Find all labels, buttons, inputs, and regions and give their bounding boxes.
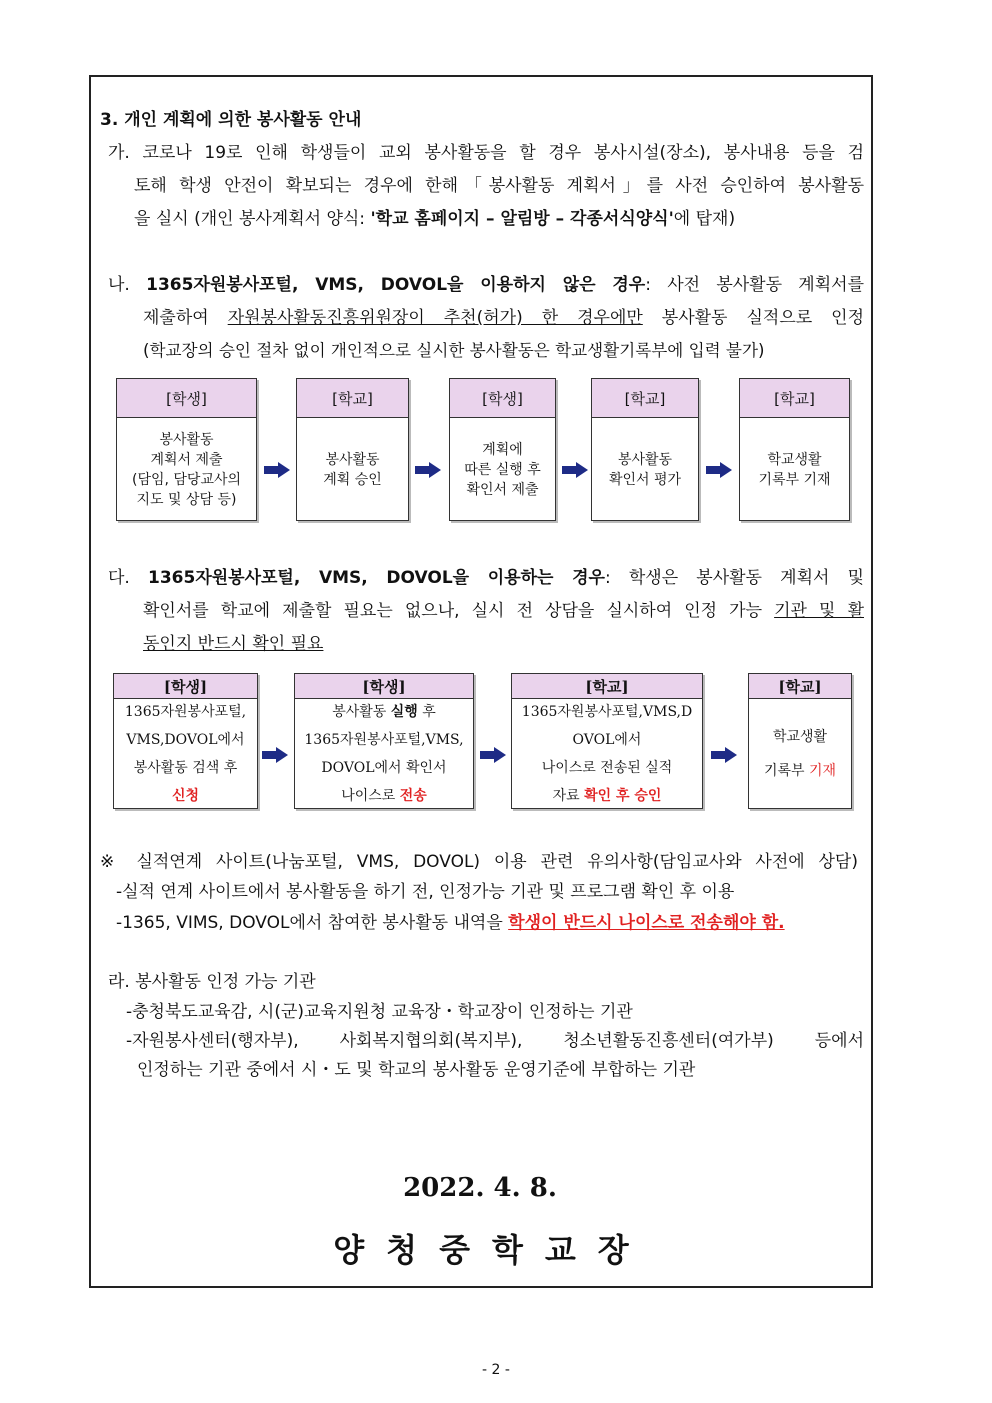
flow2-step-3-body: 1365자원봉사포털,VMS,D OVOL에서 나이스로 전송된 실적 자료 확인 후 승인 bbox=[521, 704, 693, 804]
flow2-step-1 bbox=[113, 673, 258, 809]
ga-line1: 가. 코로나 19로 인해 학생들이 교외 봉사활동을 할 경우 봉사시설(장소), 봉사내용 등을 검 bbox=[108, 143, 864, 163]
flow2-step-3 bbox=[511, 673, 703, 809]
flow2-step-1-head: [학생] bbox=[114, 674, 257, 699]
flow2-step-2 bbox=[294, 673, 474, 809]
flow1-step-5-head: [학교] bbox=[740, 379, 849, 418]
issue-date: 2022. 4. 8. bbox=[403, 1173, 557, 1203]
flow1-step-3 bbox=[449, 378, 556, 521]
section-title: 3. 개인 계획에 의한 봉사활동 안내 bbox=[100, 110, 362, 130]
page-number: - 2 - bbox=[482, 1362, 510, 1378]
note-line2: -실적 연계 사이트에서 봉사활동을 하기 전, 인정가능 기관 및 프로그램 확인 후 이용 bbox=[116, 882, 735, 902]
flow2-step-2-head: [학생] bbox=[295, 674, 473, 699]
flow1-arrow-1-icon bbox=[264, 462, 290, 478]
flow2-arrow-3-icon bbox=[711, 747, 737, 763]
flow1-step-5-body: 학교생활 기록부 기재 bbox=[758, 451, 831, 488]
flow2-arrow-2-icon bbox=[480, 747, 506, 763]
flow2-step-1-body: 1365자원봉사포털, VMS,DOVOL에서 봉사활동 검색 후 신청 bbox=[124, 704, 247, 804]
flow1-arrow-2-icon bbox=[415, 462, 441, 478]
flow1-step-3-head: [학생] bbox=[450, 379, 555, 418]
ra-title: 라. 봉사활동 인정 가능 기관 bbox=[108, 972, 316, 992]
flow1-step-2-body: 봉사활동 계획 승인 bbox=[323, 451, 382, 488]
na-line1: 나. 1365자원봉사포털, VMS, DOVOL을 이용하지 않은 경우: 사전 봉사활동 계획서를 bbox=[108, 275, 864, 295]
ra-item2: -자원봉사센터(행자부), 사회복지협의회(복지부), 청소년활동진흥센터(여가부) 등에서 bbox=[126, 1031, 864, 1051]
flow2-step-4-body: 학교생활 기록부 기재 bbox=[763, 729, 837, 779]
flow1-step-4 bbox=[591, 378, 699, 521]
flow1-step-2-head: [학교] bbox=[297, 379, 408, 418]
flow1-step-1-body: 봉사활동 계획서 제출 (담임, 담당교사의 지도 및 상담 등) bbox=[131, 431, 242, 508]
flow1-step-4-head: [학교] bbox=[592, 379, 698, 418]
flow1-step-1-head: [학생] bbox=[117, 379, 256, 418]
note-line3: -1365, VIMS, DOVOL에서 참여한 봉사활동 내역을 학생이 반드시 나이스로 전송해야 함. bbox=[116, 913, 785, 933]
da-line3: 동인지 반드시 확인 필요 bbox=[143, 634, 324, 654]
flow1-step-5 bbox=[739, 378, 850, 521]
na-line3: (학교장의 승인 절차 없이 개인적으로 실시한 봉사활동은 학교생활기록부에 입력 불가) bbox=[143, 341, 765, 360]
ra-item1: -충청북도교육감, 시(군)교육지원청 교육장・학교장이 인정하는 기관 bbox=[126, 1002, 633, 1022]
flow2-step-4-head: [학교] bbox=[749, 674, 851, 699]
da-line1: 다. 1365자원봉사포털, VMS, DOVOL을 이용하는 경우: 학생은 봉사활동 계획서 및 bbox=[108, 568, 864, 588]
ga-line3: 을 실시 (개인 봉사계획서 양식: '학교 홈페이지 – 알림방 – 각종서식양식'에 탑재) bbox=[134, 209, 736, 229]
ra-item2b: 인정하는 기관 중에서 시・도 및 학교의 봉사활동 운영기준에 부합하는 기관 bbox=[137, 1060, 696, 1080]
flow1-arrow-4-icon bbox=[706, 462, 732, 478]
flow2-step-3-head: [학교] bbox=[512, 674, 702, 699]
flow2-step-2-body: 봉사활동 실행 후 1365자원봉사포털,VMS, DOVOL에서 확인서 나이스로 전송 bbox=[304, 704, 464, 804]
ga-line2: 토해 학생 안전이 확보되는 경우에 한해「봉사활동 계획서」를 사전 승인하여 봉사활동 bbox=[134, 176, 864, 196]
flow2-step-4 bbox=[748, 673, 852, 809]
signer-name: 양청중학교장 bbox=[333, 1231, 651, 1269]
flow2-arrow-1-icon bbox=[262, 747, 288, 763]
na-line2: 제출하여 자원봉사활동진흥위원장이 추천(허가) 한 경우에만 봉사활동 실적으로 인정 bbox=[143, 308, 864, 328]
flow1-arrow-3-icon bbox=[562, 462, 588, 478]
da-line2: 확인서를 학교에 제출할 필요는 없으나, 실시 전 상담을 실시하여 인정 가능 기관 및 활 bbox=[143, 601, 864, 621]
flow1-step-4-body: 봉사활동 확인서 평가 bbox=[608, 451, 682, 488]
flow1-step-1 bbox=[116, 378, 257, 521]
flow1-step-2 bbox=[296, 378, 409, 521]
note-line1: ※ 실적연계 사이트(나눔포털, VMS, DOVOL) 이용 관련 유의사항(담임교사와 사전에 상담) bbox=[100, 852, 858, 872]
flow1-step-3-body: 계획에 따른 실행 후 확인서 제출 bbox=[464, 441, 541, 498]
